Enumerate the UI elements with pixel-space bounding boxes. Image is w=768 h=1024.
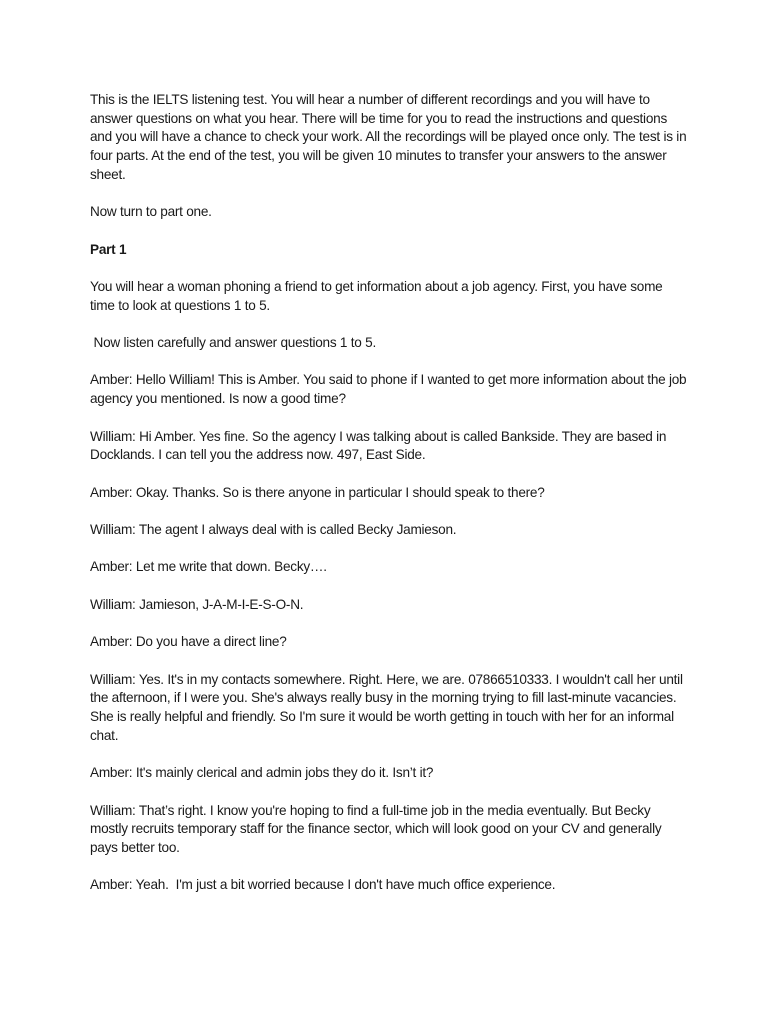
turn-instruction: Now turn to part one. (90, 204, 212, 220)
dialogue-line: William: The agent I always deal with is called Becky Jamieson. (90, 522, 457, 538)
intro-paragraph: This is the IELTS listening test. You will hear a number of different recordings and you will have to answer questions on what you hear. There will be time for you to read the instructions and questions and you will have a chance to check your work. All the recordings will be played once only. The test is in four parts. At the end of the test, you will be given 10 minutes to transfer your answers to the answer sheet. (90, 92, 690, 182)
dialogue-line: Amber: Let me write that down. Becky…. (90, 559, 327, 575)
listen-instruction: Now listen carefully and answer questions 1 to 5. (90, 335, 376, 351)
dialogue-line: Amber: Do you have a direct line? (90, 634, 287, 650)
document-page (90, 91, 690, 914)
dialogue-line: Amber: Yeah. I'm just a bit worried because I don't have much office experience. (90, 877, 556, 893)
part-intro-paragraph: You will hear a woman phoning a friend to get information about a job agency. First, you have some time to look at questions 1 to 5. (90, 278, 667, 313)
dialogue-line: William: Yes. It's in my contacts somewhere. Right. Here, we are. 07866510333. I wouldn't call her until the afternoon, if I were you. She's always really busy in the morning trying to fill last-minute vacancies. She is really helpful and friendly. So I'm sure it would be worth getting in touch with her for an informal chat. (90, 671, 687, 743)
dialogue-line: William: Jamieson, J-A-M-I-E-S-O-N. (90, 596, 304, 612)
dialogue-line: Amber: Okay. Thanks. So is there anyone in particular I should speak to there? (90, 484, 545, 500)
dialogue-line: Amber: Hello William! This is Amber. You said to phone if I wanted to get more information about the job agency you mentioned. Is now a good time? (90, 372, 690, 407)
part-heading: Part 1 (90, 241, 127, 257)
dialogue-line: William: That’s right. I know you're hoping to find a full-time job in the media eventually. But Becky mostly recruits temporary staff for the finance sector, which will look good on your CV and generally pays better too. (90, 802, 665, 855)
dialogue-line: William: Hi Amber. Yes fine. So the agency I was talking about is called Bankside. They are based in Docklands. I can tell you the address now. 497, East Side. (90, 428, 670, 463)
dialogue-line: Amber: It's mainly clerical and admin jobs they do it. Isn’t it? (90, 765, 434, 781)
